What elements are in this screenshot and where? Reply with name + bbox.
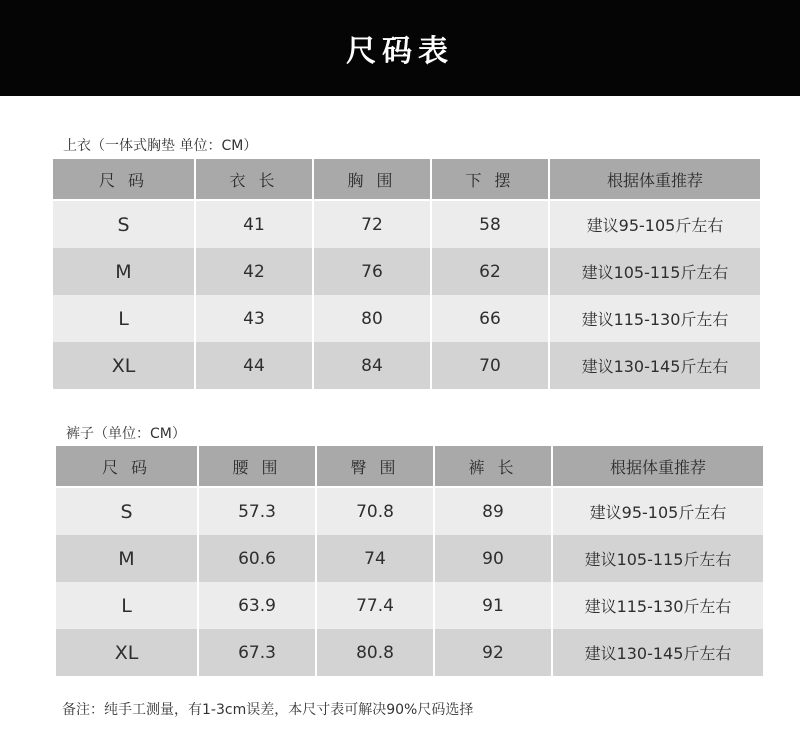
chest-cell: 76 [314, 248, 432, 295]
footnote: 备注：纯手工测量，有1-3cm误差，本尺寸表可解决90%尺码选择 [62, 702, 474, 718]
pants-size-table [56, 446, 763, 676]
pants-section-label: 裤子（单位：CM） [66, 426, 186, 442]
waist-cell: 60.6 [199, 535, 317, 582]
table-header-row [53, 159, 760, 201]
hip-cell: 80.8 [317, 629, 435, 676]
tops-section-label: 上衣（一体式胸垫 单位：CM） [63, 138, 258, 154]
length-cell: 89 [435, 488, 553, 535]
length-cell: 41 [196, 201, 314, 248]
header-length: 衣 长 [196, 159, 314, 201]
waist-cell: 67.3 [199, 629, 317, 676]
size-cell: M [56, 535, 199, 582]
table-row [56, 535, 763, 582]
recommend-cell: 建议95-105斤左右 [550, 201, 760, 248]
table-header-row [56, 446, 763, 488]
recommend-cell: 建议130-145斤左右 [550, 342, 760, 389]
recommend-cell: 建议115-130斤左右 [550, 295, 760, 342]
hip-cell: 74 [317, 535, 435, 582]
size-cell: L [56, 582, 199, 629]
waist-cell: 63.9 [199, 582, 317, 629]
table-row [56, 629, 763, 676]
hip-cell: 70.8 [317, 488, 435, 535]
chest-cell: 84 [314, 342, 432, 389]
length-cell: 44 [196, 342, 314, 389]
header-waist: 腰 围 [199, 446, 317, 488]
header-size: 尺 码 [56, 446, 199, 488]
table-row [53, 342, 760, 389]
header-recommend: 根据体重推荐 [550, 159, 760, 201]
length-cell: 91 [435, 582, 553, 629]
table-row [53, 201, 760, 248]
hem-cell: 70 [432, 342, 550, 389]
hem-cell: 62 [432, 248, 550, 295]
table-row [56, 582, 763, 629]
hem-cell: 58 [432, 201, 550, 248]
chest-cell: 80 [314, 295, 432, 342]
table-row [56, 488, 763, 535]
header-hip: 臀 围 [317, 446, 435, 488]
header-chest: 胸 围 [314, 159, 432, 201]
table-row [53, 248, 760, 295]
length-cell: 42 [196, 248, 314, 295]
length-cell: 90 [435, 535, 553, 582]
recommend-cell: 建议105-115斤左右 [553, 535, 763, 582]
recommend-cell: 建议95-105斤左右 [553, 488, 763, 535]
hip-cell: 77.4 [317, 582, 435, 629]
recommend-cell: 建议130-145斤左右 [553, 629, 763, 676]
recommend-cell: 建议115-130斤左右 [553, 582, 763, 629]
size-cell: XL [56, 629, 199, 676]
size-cell: S [56, 488, 199, 535]
chest-cell: 72 [314, 201, 432, 248]
header-length: 裤 长 [435, 446, 553, 488]
size-cell: XL [53, 342, 196, 389]
size-cell: L [53, 295, 196, 342]
tops-size-table [53, 159, 760, 389]
size-cell: S [53, 201, 196, 248]
waist-cell: 57.3 [199, 488, 317, 535]
length-cell: 92 [435, 629, 553, 676]
header-size: 尺 码 [53, 159, 196, 201]
hem-cell: 66 [432, 295, 550, 342]
recommend-cell: 建议105-115斤左右 [550, 248, 760, 295]
table-row [53, 295, 760, 342]
header-hem: 下 摆 [432, 159, 550, 201]
page-title: 尺码表 [346, 34, 454, 69]
title-banner [0, 0, 800, 96]
header-recommend: 根据体重推荐 [553, 446, 763, 488]
size-cell: M [53, 248, 196, 295]
length-cell: 43 [196, 295, 314, 342]
